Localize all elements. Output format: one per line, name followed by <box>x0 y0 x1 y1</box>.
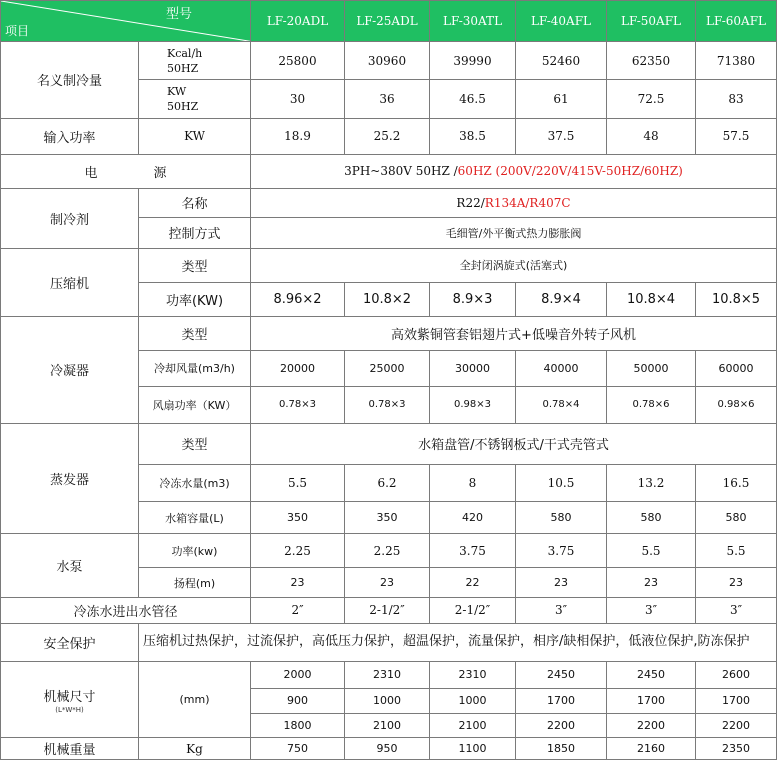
header-diagonal-cell <box>1 1 251 42</box>
model-name: LF-30ATL <box>430 1 516 42</box>
compressor-type-value: 全封闭涡旋式(活塞式) <box>251 248 777 282</box>
pipe-label: 冷冻水进出水管径 <box>1 598 251 624</box>
cell-value: 22 <box>430 568 516 598</box>
cell-value: 950 <box>345 738 430 760</box>
refrigerant-name-label: 名称 <box>139 188 251 217</box>
cell-value: 20000 <box>251 350 345 386</box>
dimensions-unit: (mm) <box>139 662 251 738</box>
evaporator-type-row <box>1 423 777 464</box>
unit-freq: 50HZ <box>167 61 199 75</box>
condenser-type-row <box>1 316 777 350</box>
cell-value: 25800 <box>251 42 345 80</box>
cell-value: 48 <box>607 118 696 154</box>
cell-value: 1700 <box>607 688 696 713</box>
dimensions-label-cell <box>1 662 139 738</box>
condenser-label: 冷凝器 <box>1 316 139 423</box>
cell-value: 580 <box>696 502 777 534</box>
model-name: LF-60AFL <box>696 1 777 42</box>
cell-value: 0.78×4 <box>516 386 607 423</box>
tank-capacity-label: 水箱容量(L) <box>139 502 251 534</box>
cooling-row-kcal <box>1 42 777 80</box>
cell-value: 0.98×3 <box>430 386 516 423</box>
evaporator-type-value: 水箱盘管/不锈钢板式/干式壳管式 <box>251 423 777 464</box>
cell-value: 1700 <box>516 688 607 713</box>
cell-value: 2600 <box>696 662 777 689</box>
weight-unit: Kg <box>139 738 251 760</box>
cell-value: 1100 <box>430 738 516 760</box>
cell-value: 2160 <box>607 738 696 760</box>
evaporator-type-label: 类型 <box>139 423 251 464</box>
cell-value: 1000 <box>430 688 516 713</box>
cell-value: 10.8×2 <box>345 282 430 316</box>
power-supply-text: 3PH~380V 50HZ / <box>344 164 458 179</box>
cooling-unit-kw <box>139 80 251 118</box>
fan-power-label: 风扇功率（KW） <box>139 386 251 423</box>
control-method-value: 毛细管/外平衡式热力膨胀阀 <box>251 217 777 248</box>
cell-value: 2200 <box>516 713 607 738</box>
cell-value: 1850 <box>516 738 607 760</box>
cell-value: 2310 <box>345 662 430 689</box>
pump-power-label: 功率(kw) <box>139 534 251 568</box>
model-name: LF-40AFL <box>516 1 607 42</box>
pipe-row <box>1 598 777 624</box>
control-method-label: 控制方式 <box>139 217 251 248</box>
model-name: LF-25ADL <box>345 1 430 42</box>
cell-value: 2000 <box>251 662 345 689</box>
cell-value: 8.9×4 <box>516 282 607 316</box>
cell-value: 37.5 <box>516 118 607 154</box>
safety-row <box>1 623 777 661</box>
pump-head-label: 扬程(m) <box>139 568 251 598</box>
cell-value: 2350 <box>696 738 777 760</box>
power-supply-label-1: 电 <box>84 165 98 181</box>
cell-value: 2450 <box>516 662 607 689</box>
refrigerant-name-value <box>251 188 777 217</box>
cell-value: 30000 <box>430 350 516 386</box>
cell-value: 2.25 <box>345 534 430 568</box>
cell-value: 2-1/2″ <box>345 598 430 624</box>
condenser-type-value: 高效紫铜管套铝翅片式+低噪音外转子风机 <box>251 316 777 350</box>
chilled-water-label: 冷冻水量(m3) <box>139 465 251 502</box>
input-power-row <box>1 118 777 154</box>
cell-value: 5.5 <box>696 534 777 568</box>
safety-value: 压缩机过热保护，过流保护，高低压力保护，超温保护，流量保护，相序/缺相保护，低液位保护,防冻保护 <box>139 623 777 661</box>
cell-value: 40000 <box>516 350 607 386</box>
refrigerant-text-red: R134A/R407C <box>484 195 571 210</box>
cell-value: 50000 <box>607 350 696 386</box>
refrigerant-name-row <box>1 188 777 217</box>
power-supply-text-red: 60HZ (200V/220V/415V-50HZ/60HZ) <box>457 164 683 179</box>
cell-value: 16.5 <box>696 465 777 502</box>
cell-value: 13.2 <box>607 465 696 502</box>
compressor-label: 压缩机 <box>1 248 139 316</box>
cell-value: 2200 <box>607 713 696 738</box>
cell-value: 18.9 <box>251 118 345 154</box>
cell-value: 72.5 <box>607 80 696 118</box>
cell-value: 46.5 <box>430 80 516 118</box>
cooling-unit-kcal <box>139 42 251 80</box>
cell-value: 2″ <box>251 598 345 624</box>
diagonal-line <box>1 1 250 41</box>
header-row <box>1 1 777 42</box>
condenser-type-label: 类型 <box>139 316 251 350</box>
cell-value: 3″ <box>696 598 777 624</box>
cell-value: 0.78×3 <box>345 386 430 423</box>
cell-value: 10.8×4 <box>607 282 696 316</box>
cell-value: 350 <box>251 502 345 534</box>
cell-value: 5.5 <box>607 534 696 568</box>
cell-value: 25.2 <box>345 118 430 154</box>
dimension-length-row <box>1 662 777 689</box>
cell-value: 1000 <box>345 688 430 713</box>
pump-label: 水泵 <box>1 534 139 598</box>
cell-value: 580 <box>607 502 696 534</box>
dimensions-sublabel: (L*W*H) <box>55 705 84 714</box>
cell-value: 3.75 <box>516 534 607 568</box>
cell-value: 23 <box>607 568 696 598</box>
cell-value: 57.5 <box>696 118 777 154</box>
model-name: LF-50AFL <box>607 1 696 42</box>
cell-value: 1800 <box>251 713 345 738</box>
cell-value: 3″ <box>516 598 607 624</box>
cell-value: 580 <box>516 502 607 534</box>
unit-text: KW <box>167 84 187 98</box>
cell-value: 6.2 <box>345 465 430 502</box>
power-supply-label <box>1 154 251 188</box>
cell-value: 36 <box>345 80 430 118</box>
cell-value: 39990 <box>430 42 516 80</box>
refrigerant-text: R22/ <box>456 195 485 210</box>
cell-value: 38.5 <box>430 118 516 154</box>
evaporator-label: 蒸发器 <box>1 423 139 533</box>
cell-value: 30960 <box>345 42 430 80</box>
cell-value: 61 <box>516 80 607 118</box>
power-supply-label-2: 源 <box>153 165 167 181</box>
cell-value: 3.75 <box>430 534 516 568</box>
cell-value: 23 <box>251 568 345 598</box>
airflow-label: 冷却风量(m3/h) <box>139 350 251 386</box>
model-header-label: 型号 <box>165 7 192 22</box>
cell-value: 750 <box>251 738 345 760</box>
cell-value: 350 <box>345 502 430 534</box>
cell-value: 83 <box>696 80 777 118</box>
cell-value: 2450 <box>607 662 696 689</box>
safety-label: 安全保护 <box>1 623 139 661</box>
input-power-label: 输入功率 <box>1 118 139 154</box>
cell-value: 5.5 <box>251 465 345 502</box>
unit-text: Kcal/h <box>167 46 203 60</box>
cell-value: 25000 <box>345 350 430 386</box>
cell-value: 900 <box>251 688 345 713</box>
cell-value: 420 <box>430 502 516 534</box>
compressor-type-label: 类型 <box>139 248 251 282</box>
pump-power-row <box>1 534 777 568</box>
cell-value: 10.5 <box>516 465 607 502</box>
dimensions-label: 机械尺寸 <box>43 689 96 705</box>
cell-value: 0.78×6 <box>607 386 696 423</box>
cell-value: 2100 <box>345 713 430 738</box>
compressor-type-row <box>1 248 777 282</box>
cell-value: 2200 <box>696 713 777 738</box>
power-supply-row <box>1 154 777 188</box>
model-name: LF-20ADL <box>251 1 345 42</box>
cell-value: 52460 <box>516 42 607 80</box>
cell-value: 62350 <box>607 42 696 80</box>
compressor-power-label: 功率(KW) <box>139 282 251 316</box>
cell-value: 23 <box>696 568 777 598</box>
weight-row <box>1 738 777 760</box>
power-supply-value <box>251 154 777 188</box>
cell-value: 10.8×5 <box>696 282 777 316</box>
cell-value: 23 <box>516 568 607 598</box>
cell-value: 8.96×2 <box>251 282 345 316</box>
cell-value: 2.25 <box>251 534 345 568</box>
cell-value: 8 <box>430 465 516 502</box>
cell-value: 23 <box>345 568 430 598</box>
cell-value: 2310 <box>430 662 516 689</box>
cell-value: 30 <box>251 80 345 118</box>
cell-value: 2100 <box>430 713 516 738</box>
cell-value: 1700 <box>696 688 777 713</box>
cell-value: 8.9×3 <box>430 282 516 316</box>
cell-value: 2-1/2″ <box>430 598 516 624</box>
cell-value: 71380 <box>696 42 777 80</box>
cell-value: 0.78×3 <box>251 386 345 423</box>
item-header-label: 项目 <box>5 24 30 39</box>
refrigerant-label: 制冷剂 <box>1 188 139 248</box>
cell-value: 60000 <box>696 350 777 386</box>
unit-freq: 50HZ <box>167 99 199 113</box>
cell-value: 3″ <box>607 598 696 624</box>
cell-value: 0.98×6 <box>696 386 777 423</box>
cooling-label: 名义制冷量 <box>1 42 139 118</box>
weight-label: 机械重量 <box>1 738 139 760</box>
input-power-unit: KW <box>139 118 251 154</box>
